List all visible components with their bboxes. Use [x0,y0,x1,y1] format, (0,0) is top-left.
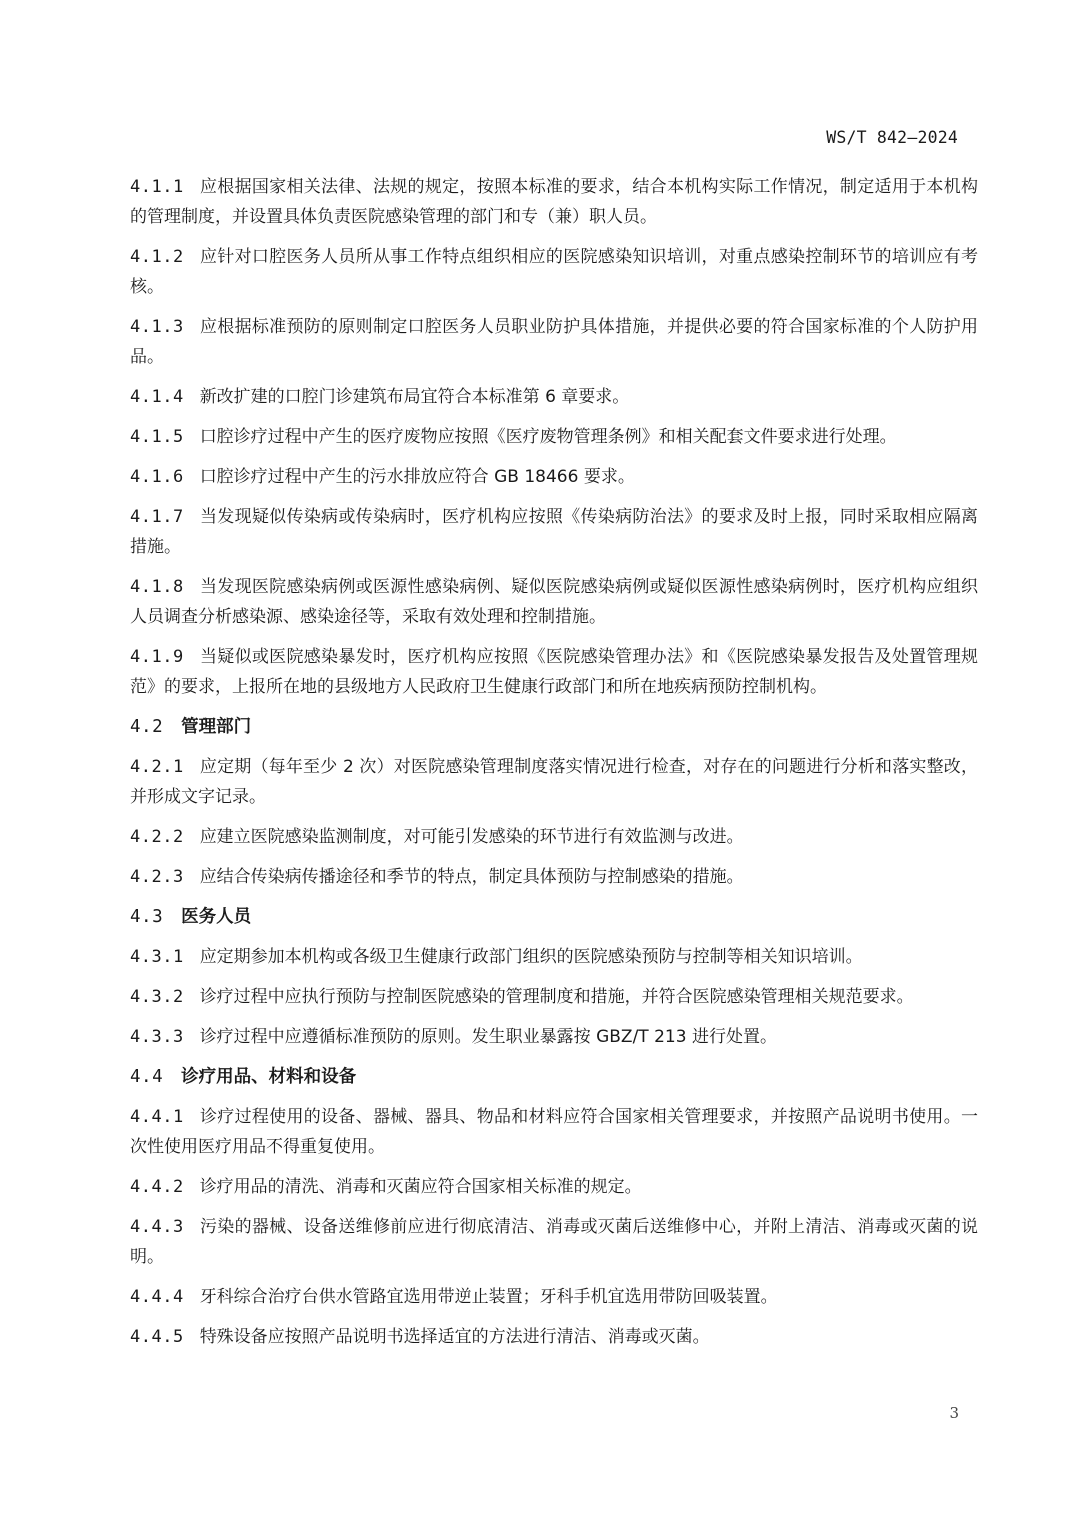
section-title: 诊疗用品、材料和设备 [181,1067,357,1087]
clause-number: 4.4.1 [130,1107,184,1127]
clause-number: 4.1.5 [130,427,184,447]
clause-number: 4.1.1 [130,177,184,197]
clause-paragraph [130,1212,978,1272]
clause-text: 应定期（每年至少 2 次）对医院感染管理制度落实情况进行检查，对存在的问题进行分析和落实整改，并形成文字记录。 [130,757,978,807]
clause-text: 当发现疑似传染病或传染病时，医疗机构应按照《传染病防治法》的要求及时上报，同时采取相应隔离措施。 [130,507,978,557]
clause-text: 当发现医院感染病例或医源性感染病例、疑似医院感染病例或疑似医源性感染病例时，医疗机构应组织人员调查分析感染源、感染途径等，采取有效处理和控制措施。 [130,577,978,627]
clause-number: 4.1.7 [130,507,184,527]
clause-paragraph [130,502,978,562]
clause-number: 4.2.2 [130,827,184,847]
clause-number: 4.3.1 [130,947,184,967]
clause-text: 诊疗过程使用的设备、器械、器具、物品和材料应符合国家相关管理要求，并按照产品说明书使用。一次性使用医疗用品不得重复使用。 [130,1107,978,1157]
clause-number: 4.3 [130,907,164,927]
document-code: WS/T 842—2024 [826,128,958,147]
clause-text: 诊疗过程中应遵循标准预防的原则。发生职业暴露按 GBZ/T 213 进行处置。 [199,1027,777,1047]
clause-paragraph [130,942,978,972]
clause-paragraph [130,982,978,1012]
clause-paragraph [130,1322,978,1352]
clause-text: 口腔诊疗过程中产生的医疗废物应按照《医疗废物管理条例》和相关配套文件要求进行处理。 [199,427,897,447]
clause-number: 4.4.5 [130,1327,184,1347]
clause-text: 口腔诊疗过程中产生的污水排放应符合 GB 18466 要求。 [199,467,635,487]
clause-number: 4.2 [130,717,164,737]
section-title: 医务人员 [181,907,252,927]
page-number: 3 [949,1404,959,1422]
clause-paragraph [130,382,978,412]
section-heading [130,1062,978,1092]
clause-text: 应建立医院感染监测制度，对可能引发感染的环节进行有效监测与改进。 [199,827,744,847]
clause-text: 污染的器械、设备送维修前应进行彻底清洁、消毒或灭菌后送维修中心，并附上清洁、消毒或灭菌的说明。 [130,1217,978,1267]
clause-number: 4.1.6 [130,467,184,487]
clause-text: 特殊设备应按照产品说明书选择适宜的方法进行清洁、消毒或灭菌。 [199,1327,710,1347]
clause-paragraph [130,642,978,702]
clause-paragraph [130,1282,978,1312]
clause-number: 4.4.4 [130,1287,184,1307]
clause-number: 4.3.3 [130,1027,184,1047]
clause-paragraph [130,1172,978,1202]
clause-text: 应针对口腔医务人员所从事工作特点组织相应的医院感染知识培训，对重点感染控制环节的培训应有考核。 [130,247,978,297]
clause-number: 4.2.1 [130,757,184,777]
clause-text: 应根据国家相关法律、法规的规定，按照本标准的要求，结合本机构实际工作情况，制定适用于本机构的管理制度，并设置具体负责医院感染管理的部门和专（兼）职人员。 [130,177,978,227]
clause-paragraph [130,242,978,302]
clause-number: 4.1.3 [130,317,184,337]
section-title: 管理部门 [181,717,252,737]
clause-text: 当疑似或医院感染暴发时，医疗机构应按照《医院感染管理办法》和《医院感染暴发报告及处置管理规范》的要求，上报所在地的县级地方人民政府卫生健康行政部门和所在地疾病预防控制机构。 [130,647,978,697]
clause-number: 4.1.2 [130,247,184,267]
section-heading [130,902,978,932]
clause-paragraph [130,1022,978,1052]
clause-number: 4.4.2 [130,1177,184,1197]
clause-paragraph [130,312,978,372]
section-heading [130,712,978,742]
clause-paragraph [130,862,978,892]
clause-number: 4.1.4 [130,387,184,407]
clause-text: 应定期参加本机构或各级卫生健康行政部门组织的医院感染预防与控制等相关知识培训。 [199,947,863,967]
clause-paragraph [130,572,978,632]
clause-number: 4.1.8 [130,577,184,597]
clause-paragraph [130,422,978,452]
clause-paragraph [130,822,978,852]
clause-paragraph [130,172,978,232]
document-body [130,172,978,1362]
clause-paragraph [130,462,978,492]
clause-text: 诊疗过程中应执行预防与控制医院感染的管理制度和措施，并符合医院感染管理相关规范要求。 [199,987,914,1007]
clause-number: 4.3.2 [130,987,184,1007]
clause-paragraph [130,1102,978,1162]
clause-number: 4.2.3 [130,867,184,887]
clause-text: 新改扩建的口腔门诊建筑布局宜符合本标准第 6 章要求。 [199,387,630,407]
clause-text: 应根据标准预防的原则制定口腔医务人员职业防护具体措施，并提供必要的符合国家标准的个人防护用品。 [130,317,978,367]
clause-paragraph [130,752,978,812]
clause-text: 牙科综合治疗台供水管路宜选用带逆止装置；牙科手机宜选用带防回吸装置。 [199,1287,778,1307]
clause-number: 4.4.3 [130,1217,184,1237]
clause-text: 诊疗用品的清洗、消毒和灭菌应符合国家相关标准的规定。 [199,1177,642,1197]
clause-number: 4.4 [130,1067,164,1087]
clause-text: 应结合传染病传播途径和季节的特点，制定具体预防与控制感染的措施。 [199,867,744,887]
clause-number: 4.1.9 [130,647,184,667]
